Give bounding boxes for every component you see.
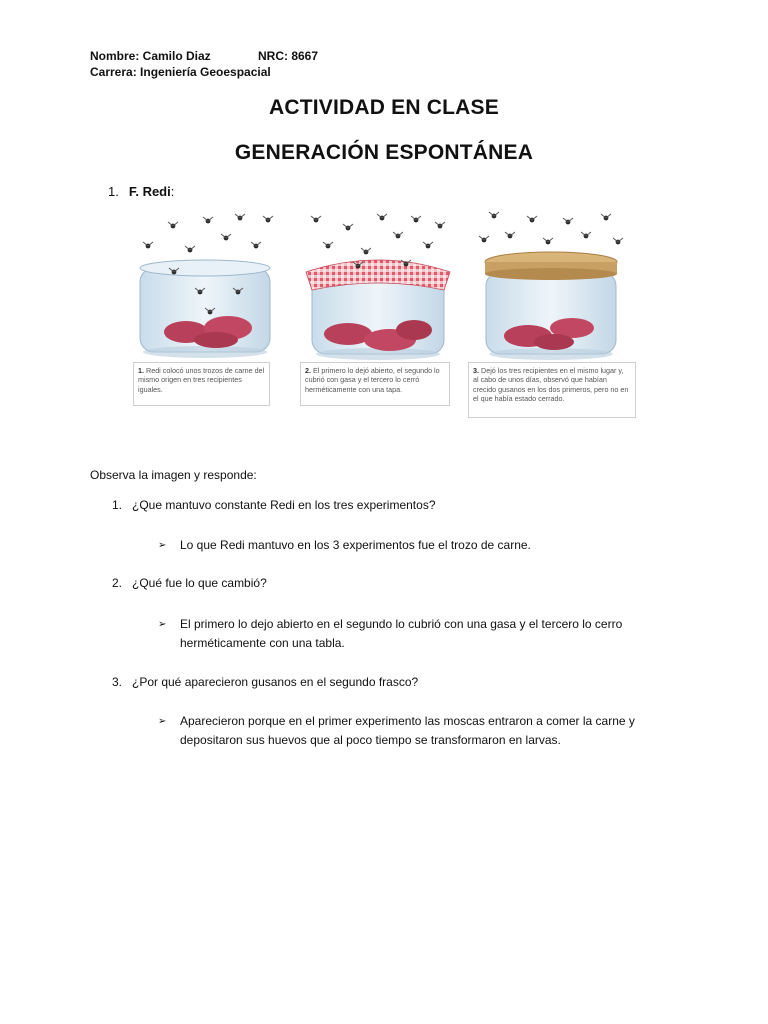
career: Carrera: Ingeniería Geoespacial <box>90 65 271 79</box>
answer-3: ➢ Aparecieron porque en el primer experimento las moscas entraron a comer la carne y depositaron sus huevos que al poco tiempo se transformaron en larvas. <box>158 714 635 747</box>
jar-lid <box>485 252 617 360</box>
section-number: 1. <box>108 184 119 199</box>
caption-1: 1. Redi colocó unos trozos de carne del mismo origen en tres recipientes iguales. <box>133 362 270 406</box>
jar-open <box>140 260 270 358</box>
arrow-bullet-icon: ➢ <box>158 716 167 727</box>
question-3: 3. ¿Por qué aparecieron gusanos en el segundo frasco? <box>112 675 419 689</box>
nrc-number: NRC: 8667 <box>258 49 319 63</box>
caption-3: 3. Dejó los tres recipientes en el mismo lugar y, al cabo de unos días, observó que habían crecido gusanos en los dos primeros, pero no en el que había estado cerrado. <box>468 362 636 418</box>
student-name: Nombre: Camilo Diaz <box>90 49 211 63</box>
section-suffix: : <box>170 184 175 199</box>
jar-gauze <box>306 260 450 360</box>
answer-1: ➢ Lo que Redi mantuvo en los 3 experimentos fue el trozo de carne. <box>158 536 678 555</box>
jars-illustration <box>128 206 640 366</box>
answer-2: ➢ El primero lo dejo abierto en el segundo lo cubrió con una gasa y el tercero lo cerro herméticamente con una tabla. <box>158 617 623 650</box>
question-2: 2. ¿Qué fue lo que cambió? <box>112 576 267 590</box>
arrow-bullet-icon: ➢ <box>158 540 167 551</box>
section-name: F. Redi <box>128 184 171 199</box>
caption-2: 2. El primero lo dejó abierto, el segundo lo cubrió con gasa y el tercero lo cerró herméticamente con una tapa. <box>300 362 450 406</box>
question-1: 1. ¿Que mantuvo constante Redi en los tres experimentos? <box>112 498 436 512</box>
arrow-bullet-icon: ➢ <box>158 619 167 630</box>
instruction: Observa la imagen y responde: <box>90 468 257 482</box>
section-heading <box>108 184 174 199</box>
title-activity: ACTIVIDAD EN CLASE <box>269 96 499 119</box>
redi-experiment-figure <box>128 206 640 422</box>
title-topic: GENERACIÓN ESPONTÁNEA <box>234 141 534 164</box>
